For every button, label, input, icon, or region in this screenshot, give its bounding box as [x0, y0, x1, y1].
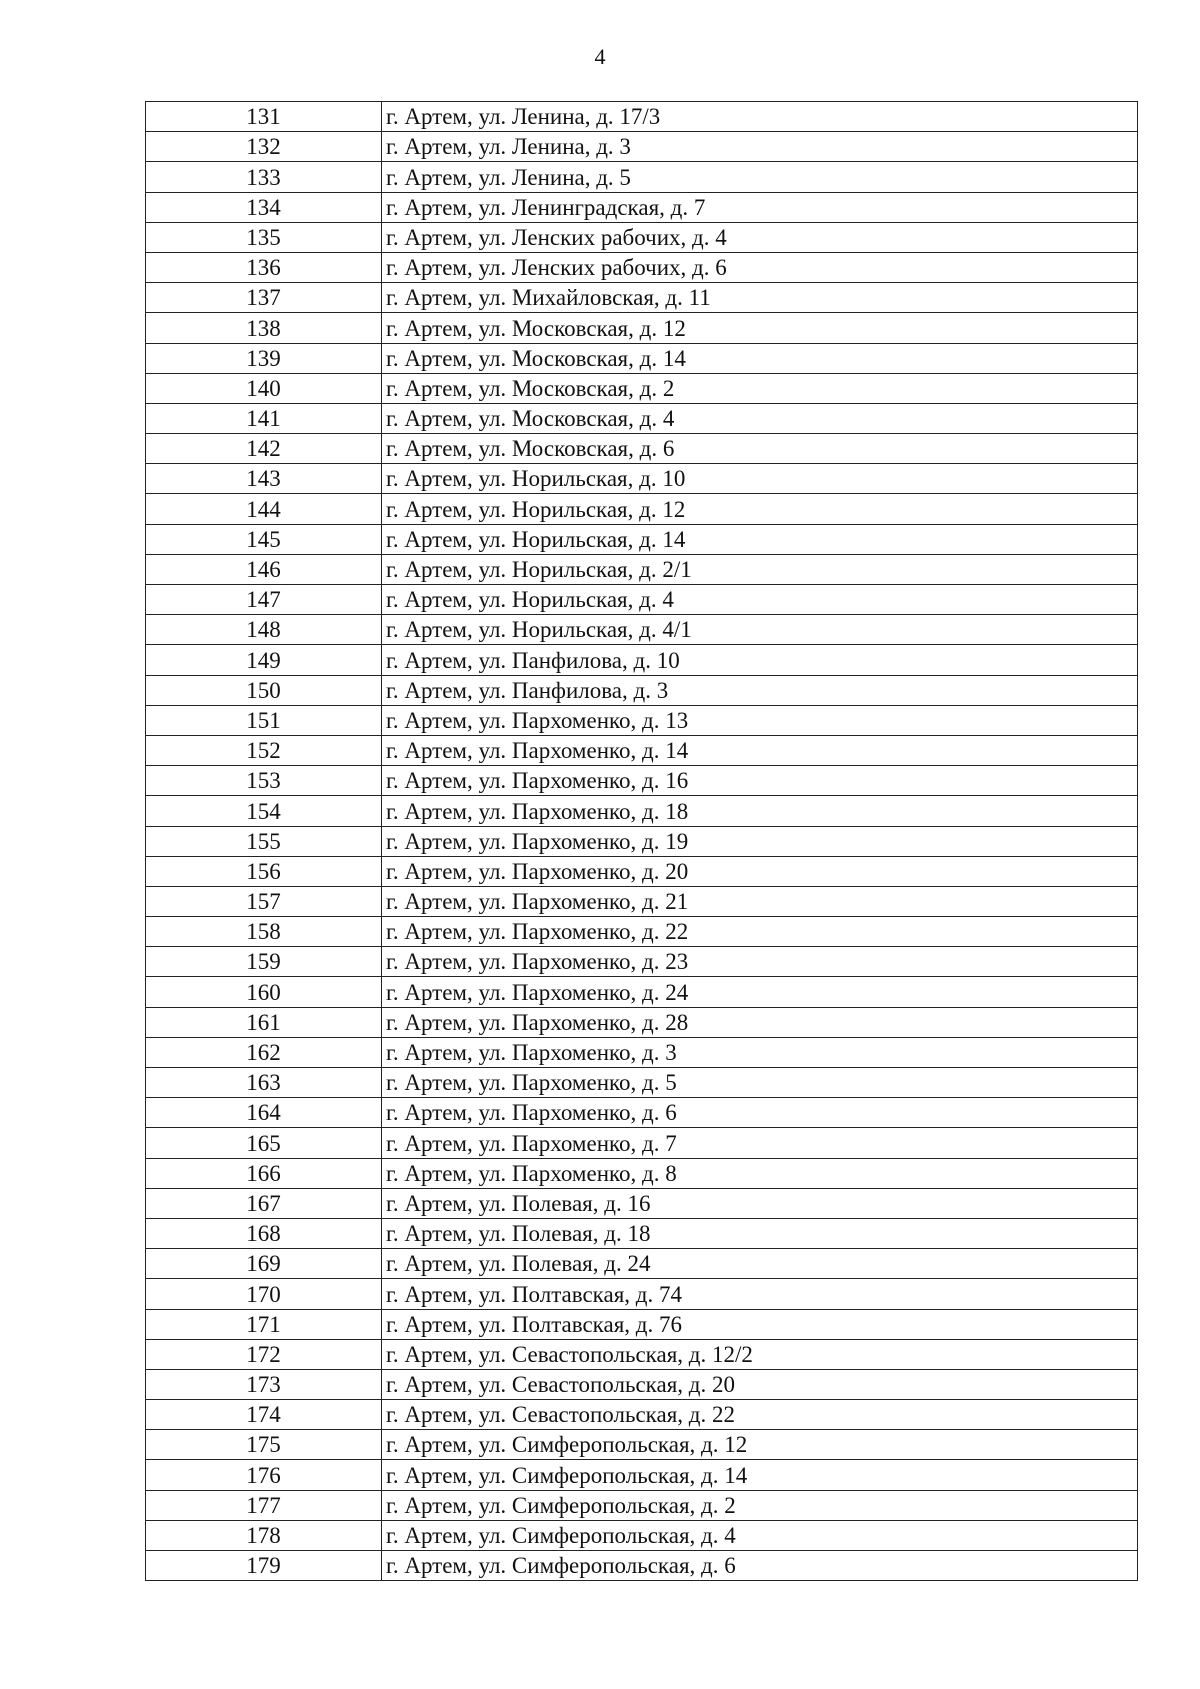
row-address: г. Артем, ул. Симферопольская, д. 12 — [382, 1430, 1138, 1460]
table-row — [146, 1158, 1138, 1188]
row-address: г. Артем, ул. Ленских рабочих, д. 4 — [382, 222, 1138, 252]
address-table-body — [146, 102, 1138, 1581]
table-row — [146, 1430, 1138, 1460]
row-address: г. Артем, ул. Московская, д. 6 — [382, 434, 1138, 464]
table-row — [146, 1460, 1138, 1490]
table-row — [146, 1400, 1138, 1430]
row-number: 164 — [146, 1098, 382, 1128]
table-row — [146, 826, 1138, 856]
table-row — [146, 1279, 1138, 1309]
row-address: г. Артем, ул. Пархоменко, д. 19 — [382, 826, 1138, 856]
table-row — [146, 1520, 1138, 1550]
row-number: 162 — [146, 1037, 382, 1067]
table-row — [146, 162, 1138, 192]
table-row — [146, 735, 1138, 765]
row-number: 141 — [146, 403, 382, 433]
row-address: г. Артем, ул. Московская, д. 4 — [382, 403, 1138, 433]
table-row — [146, 1037, 1138, 1067]
row-address: г. Артем, ул. Пархоменко, д. 24 — [382, 977, 1138, 1007]
row-address: г. Артем, ул. Ленина, д. 3 — [382, 132, 1138, 162]
row-address: г. Артем, ул. Пархоменко, д. 5 — [382, 1068, 1138, 1098]
row-address: г. Артем, ул. Московская, д. 12 — [382, 313, 1138, 343]
row-address: г. Артем, ул. Норильская, д. 2/1 — [382, 554, 1138, 584]
row-number: 177 — [146, 1490, 382, 1520]
row-address: г. Артем, ул. Симферопольская, д. 2 — [382, 1490, 1138, 1520]
row-number: 155 — [146, 826, 382, 856]
table-row — [146, 373, 1138, 403]
row-number: 151 — [146, 705, 382, 735]
table-row — [146, 1068, 1138, 1098]
row-address: г. Артем, ул. Норильская, д. 4 — [382, 585, 1138, 615]
row-number: 150 — [146, 675, 382, 705]
table-row — [146, 343, 1138, 373]
row-number: 156 — [146, 856, 382, 886]
table-row — [146, 524, 1138, 554]
row-number: 157 — [146, 886, 382, 916]
row-number: 153 — [146, 766, 382, 796]
row-address: г. Артем, ул. Михайловская, д. 11 — [382, 283, 1138, 313]
table-row — [146, 585, 1138, 615]
row-number: 176 — [146, 1460, 382, 1490]
row-address: г. Артем, ул. Пархоменко, д. 23 — [382, 947, 1138, 977]
row-address: г. Артем, ул. Полтавская, д. 76 — [382, 1309, 1138, 1339]
row-number: 148 — [146, 615, 382, 645]
row-number: 135 — [146, 222, 382, 252]
table-row — [146, 313, 1138, 343]
table-row — [146, 1490, 1138, 1520]
row-number: 152 — [146, 735, 382, 765]
row-address: г. Артем, ул. Московская, д. 2 — [382, 373, 1138, 403]
row-number: 137 — [146, 283, 382, 313]
table-row — [146, 856, 1138, 886]
row-number: 133 — [146, 162, 382, 192]
table-row — [146, 1369, 1138, 1399]
table-row — [146, 917, 1138, 947]
row-number: 168 — [146, 1218, 382, 1248]
row-address: г. Артем, ул. Пархоменко, д. 8 — [382, 1158, 1138, 1188]
row-number: 143 — [146, 464, 382, 494]
table-row — [146, 283, 1138, 313]
page-number: 4 — [594, 44, 606, 69]
row-address: г. Артем, ул. Пархоменко, д. 7 — [382, 1128, 1138, 1158]
table-row — [146, 645, 1138, 675]
row-number: 172 — [146, 1339, 382, 1369]
row-address: г. Артем, ул. Севастопольская, д. 20 — [382, 1369, 1138, 1399]
row-address: г. Артем, ул. Ленина, д. 17/3 — [382, 102, 1138, 132]
table-row — [146, 947, 1138, 977]
row-address: г. Артем, ул. Норильская, д. 12 — [382, 494, 1138, 524]
table-row — [146, 1218, 1138, 1248]
table-row — [146, 132, 1138, 162]
row-number: 140 — [146, 373, 382, 403]
row-address: г. Артем, ул. Полевая, д. 16 — [382, 1188, 1138, 1218]
row-number: 170 — [146, 1279, 382, 1309]
table-row — [146, 615, 1138, 645]
row-address: г. Артем, ул. Пархоменко, д. 6 — [382, 1098, 1138, 1128]
row-address: г. Артем, ул. Пархоменко, д. 20 — [382, 856, 1138, 886]
table-row — [146, 403, 1138, 433]
row-number: 165 — [146, 1128, 382, 1158]
row-address: г. Артем, ул. Норильская, д. 10 — [382, 464, 1138, 494]
row-address: г. Артем, ул. Пархоменко, д. 18 — [382, 796, 1138, 826]
row-number: 138 — [146, 313, 382, 343]
table-row — [146, 434, 1138, 464]
row-address: г. Артем, ул. Норильская, д. 14 — [382, 524, 1138, 554]
table-row — [146, 886, 1138, 916]
table-row — [146, 1249, 1138, 1279]
row-number: 161 — [146, 1007, 382, 1037]
row-address: г. Артем, ул. Ленина, д. 5 — [382, 162, 1138, 192]
table-row — [146, 1007, 1138, 1037]
table-row — [146, 675, 1138, 705]
row-number: 158 — [146, 917, 382, 947]
table-row — [146, 494, 1138, 524]
row-number: 175 — [146, 1430, 382, 1460]
row-number: 147 — [146, 585, 382, 615]
table-row — [146, 554, 1138, 584]
row-address: г. Артем, ул. Московская, д. 14 — [382, 343, 1138, 373]
table-row — [146, 1128, 1138, 1158]
row-number: 136 — [146, 252, 382, 282]
table-row — [146, 1188, 1138, 1218]
row-number: 166 — [146, 1158, 382, 1188]
row-number: 160 — [146, 977, 382, 1007]
row-address: г. Артем, ул. Симферопольская, д. 6 — [382, 1551, 1138, 1581]
row-number: 167 — [146, 1188, 382, 1218]
table-row — [146, 1098, 1138, 1128]
row-number: 178 — [146, 1520, 382, 1550]
row-address: г. Артем, ул. Пархоменко, д. 3 — [382, 1037, 1138, 1067]
table-row — [146, 796, 1138, 826]
table-row — [146, 705, 1138, 735]
row-number: 173 — [146, 1369, 382, 1399]
row-address: г. Артем, ул. Пархоменко, д. 28 — [382, 1007, 1138, 1037]
row-address: г. Артем, ул. Севастопольская, д. 12/2 — [382, 1339, 1138, 1369]
row-number: 145 — [146, 524, 382, 554]
row-address: г. Артем, ул. Панфилова, д. 3 — [382, 675, 1138, 705]
row-address: г. Артем, ул. Севастопольская, д. 22 — [382, 1400, 1138, 1430]
row-number: 171 — [146, 1309, 382, 1339]
row-address: г. Артем, ул. Пархоменко, д. 21 — [382, 886, 1138, 916]
table-row — [146, 766, 1138, 796]
row-number: 131 — [146, 102, 382, 132]
row-address: г. Артем, ул. Панфилова, д. 10 — [382, 645, 1138, 675]
row-address: г. Артем, ул. Ленских рабочих, д. 6 — [382, 252, 1138, 282]
row-number: 146 — [146, 554, 382, 584]
row-number: 142 — [146, 434, 382, 464]
table-row — [146, 192, 1138, 222]
row-number: 163 — [146, 1068, 382, 1098]
row-address: г. Артем, ул. Пархоменко, д. 22 — [382, 917, 1138, 947]
row-number: 174 — [146, 1400, 382, 1430]
row-address: г. Артем, ул. Полевая, д. 24 — [382, 1249, 1138, 1279]
row-number: 149 — [146, 645, 382, 675]
row-number: 139 — [146, 343, 382, 373]
table-row — [146, 977, 1138, 1007]
row-number: 179 — [146, 1551, 382, 1581]
row-address: г. Артем, ул. Симферопольская, д. 14 — [382, 1460, 1138, 1490]
row-number: 134 — [146, 192, 382, 222]
row-address: г. Артем, ул. Пархоменко, д. 14 — [382, 735, 1138, 765]
row-number: 144 — [146, 494, 382, 524]
table-row — [146, 1551, 1138, 1581]
table-row — [146, 102, 1138, 132]
row-number: 154 — [146, 796, 382, 826]
row-number: 132 — [146, 132, 382, 162]
row-address: г. Артем, ул. Полевая, д. 18 — [382, 1218, 1138, 1248]
row-address: г. Артем, ул. Ленинградская, д. 7 — [382, 192, 1138, 222]
table-row — [146, 222, 1138, 252]
row-address: г. Артем, ул. Полтавская, д. 74 — [382, 1279, 1138, 1309]
table-row — [146, 1339, 1138, 1369]
row-number: 169 — [146, 1249, 382, 1279]
row-address: г. Артем, ул. Пархоменко, д. 16 — [382, 766, 1138, 796]
table-row — [146, 252, 1138, 282]
address-table — [145, 101, 1138, 1581]
row-address: г. Артем, ул. Норильская, д. 4/1 — [382, 615, 1138, 645]
table-row — [146, 464, 1138, 494]
row-number: 159 — [146, 947, 382, 977]
row-address: г. Артем, ул. Пархоменко, д. 13 — [382, 705, 1138, 735]
table-row — [146, 1309, 1138, 1339]
row-address: г. Артем, ул. Симферопольская, д. 4 — [382, 1520, 1138, 1550]
